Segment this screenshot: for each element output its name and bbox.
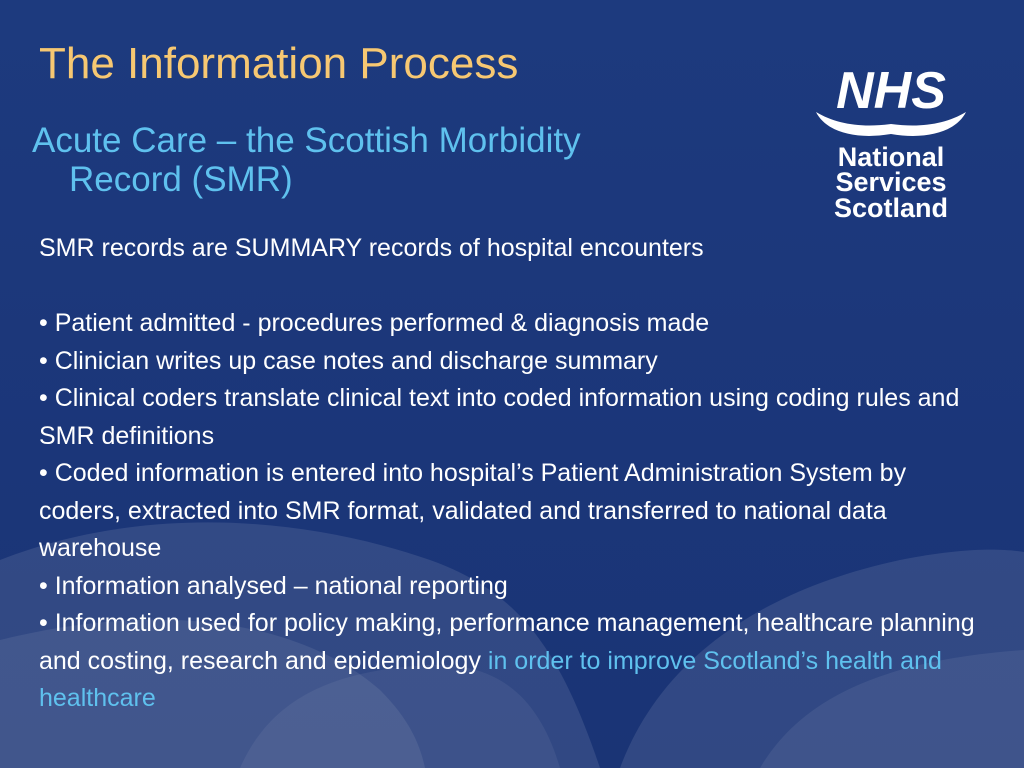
logo-line-national: National — [837, 142, 945, 172]
bullet-item: • Clinician writes up case notes and discharge summary — [39, 346, 658, 375]
subtitle-line-2: Record (SMR) — [69, 160, 293, 199]
nhs-national-services-scotland-logo — [806, 58, 976, 226]
slide-subtitle — [32, 121, 732, 199]
highlight-text: in order to improve Scotland’s health and healthcare — [39, 646, 942, 712]
intro-text: SMR records are SUMMARY records of hospital encounters — [39, 234, 704, 262]
subtitle-line-1: Acute Care – the Scottish Morbidity — [32, 121, 581, 160]
bullet-item: • Information analysed – national reporting — [39, 571, 508, 600]
logo-line-scotland: Scotland — [833, 193, 949, 223]
slide-body — [39, 230, 979, 718]
slide-title: The Information Process — [39, 39, 519, 88]
bullet-item: • Patient admitted - procedures performed & diagnosis made — [39, 309, 710, 337]
bullet-item-text: • Information used for policy making, performance management, healthcare planning and costing, research and epidemiology — [39, 609, 975, 675]
logo-line-services: Services — [835, 167, 947, 197]
bullet-item: • Coded information is entered into hospital’s Patient Administration System by coders, extracted into SMR format, validated and transferred to national data warehouse — [39, 459, 907, 562]
bullet-item: • Clinical coders translate clinical text into coded information using coding rules and SMR definitions — [39, 384, 960, 450]
logo-brand-text: NHS — [836, 62, 946, 120]
bullet-item-last — [39, 605, 979, 718]
